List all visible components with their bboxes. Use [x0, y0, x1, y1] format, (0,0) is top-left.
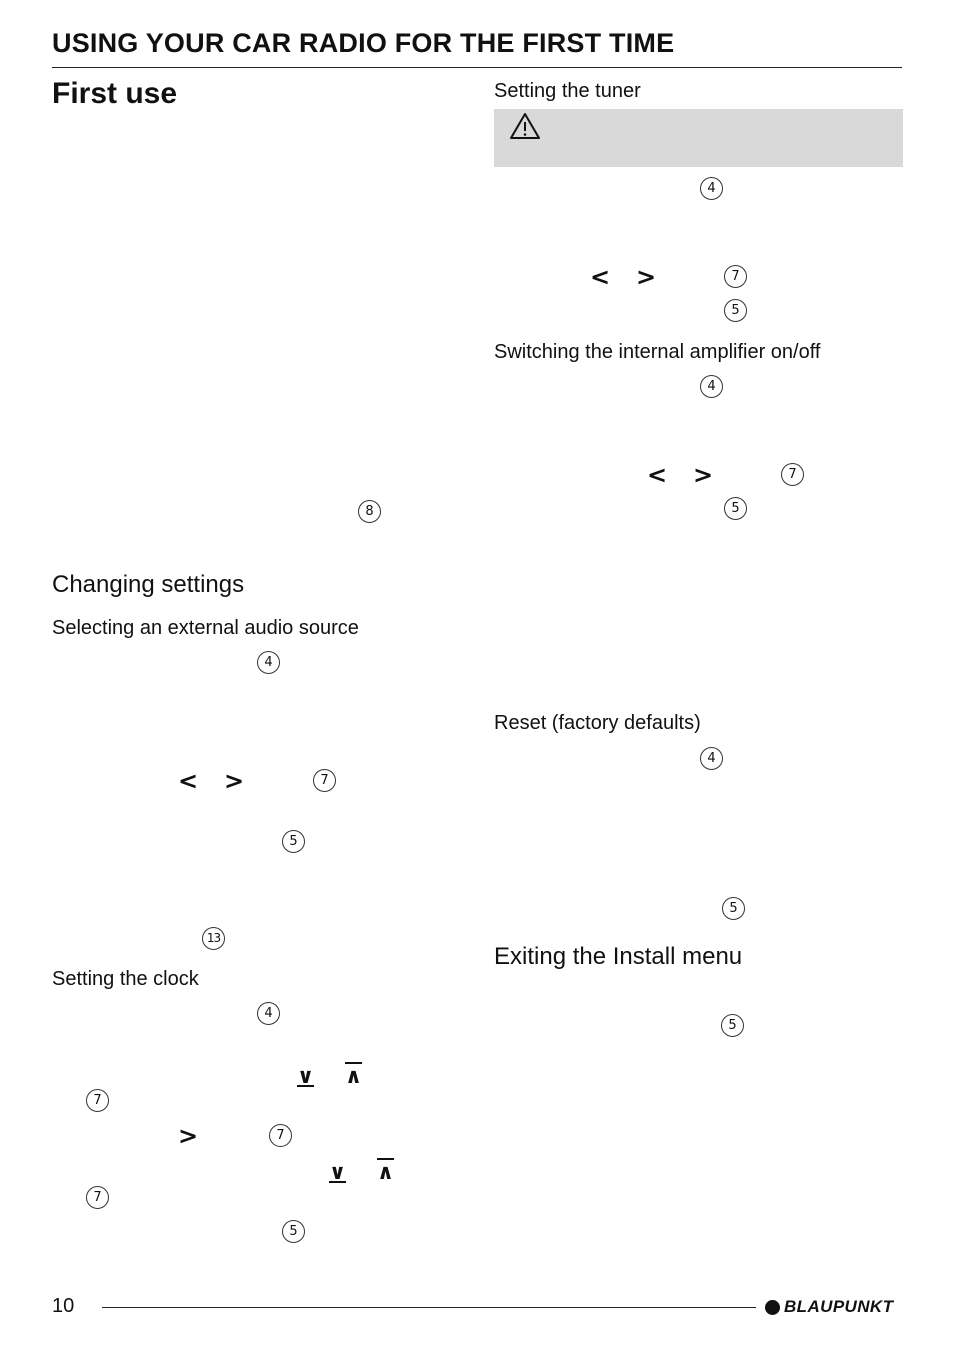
- button-ref-4: 4: [700, 177, 723, 200]
- arrow-left-icon: <: [178, 767, 199, 795]
- button-ref-7: 7: [724, 265, 747, 288]
- brand-name: BLAUPUNKT: [784, 1297, 894, 1316]
- button-ref-4: 4: [700, 375, 723, 398]
- button-ref-5: 5: [724, 497, 747, 520]
- external-source-heading: Selecting an external audio source: [52, 617, 359, 639]
- button-ref-7: 7: [313, 769, 336, 792]
- button-ref-7: 7: [86, 1186, 109, 1209]
- button-ref-4: 4: [257, 1002, 280, 1025]
- warning-triangle-icon: [508, 111, 542, 141]
- arrow-right-icon: >: [224, 767, 245, 795]
- button-ref-5: 5: [721, 1014, 744, 1037]
- page-number: 10: [52, 1295, 75, 1317]
- button-ref-7: 7: [86, 1089, 109, 1112]
- reset-heading: Reset (factory defaults): [494, 712, 701, 734]
- amplifier-heading: Switching the internal amplifier on/off: [494, 341, 821, 363]
- arrow-left-icon: <: [590, 263, 611, 291]
- page-header-title: USING YOUR CAR RADIO FOR THE FIRST TIME: [52, 28, 675, 58]
- button-ref-5: 5: [282, 830, 305, 853]
- arrow-left-icon: <: [647, 461, 668, 489]
- button-ref-5: 5: [724, 299, 747, 322]
- exit-install-heading: Exiting the Install menu: [494, 943, 743, 970]
- button-ref-4: 4: [700, 747, 723, 770]
- arrow-right-icon: >: [693, 461, 714, 489]
- setting-tuner-heading: Setting the tuner: [494, 80, 641, 102]
- changing-settings-heading: Changing settings: [52, 571, 245, 598]
- button-ref-5: 5: [722, 897, 745, 920]
- setting-clock-heading: Setting the clock: [52, 968, 199, 990]
- button-ref-5: 5: [282, 1220, 305, 1243]
- button-ref-13: 13: [202, 927, 225, 950]
- button-ref-7: 7: [781, 463, 804, 486]
- button-ref-8: 8: [358, 500, 381, 523]
- logo-dot-icon: [765, 1300, 780, 1315]
- arrow-up-icon: ∧: [377, 1160, 395, 1184]
- arrow-down-icon: ∨: [297, 1064, 315, 1088]
- header-divider: [52, 67, 902, 68]
- button-ref-7: 7: [269, 1124, 292, 1147]
- button-ref-4: 4: [257, 651, 280, 674]
- arrow-right-icon: >: [636, 263, 657, 291]
- first-use-heading: First use: [52, 77, 178, 110]
- footer-divider: [102, 1307, 756, 1308]
- arrow-up-icon: ∧: [345, 1064, 363, 1088]
- brand-logo: [765, 1296, 893, 1318]
- arrow-down-icon: ∨: [329, 1160, 347, 1184]
- warning-box: [494, 109, 903, 167]
- arrow-right-icon: >: [178, 1122, 199, 1150]
